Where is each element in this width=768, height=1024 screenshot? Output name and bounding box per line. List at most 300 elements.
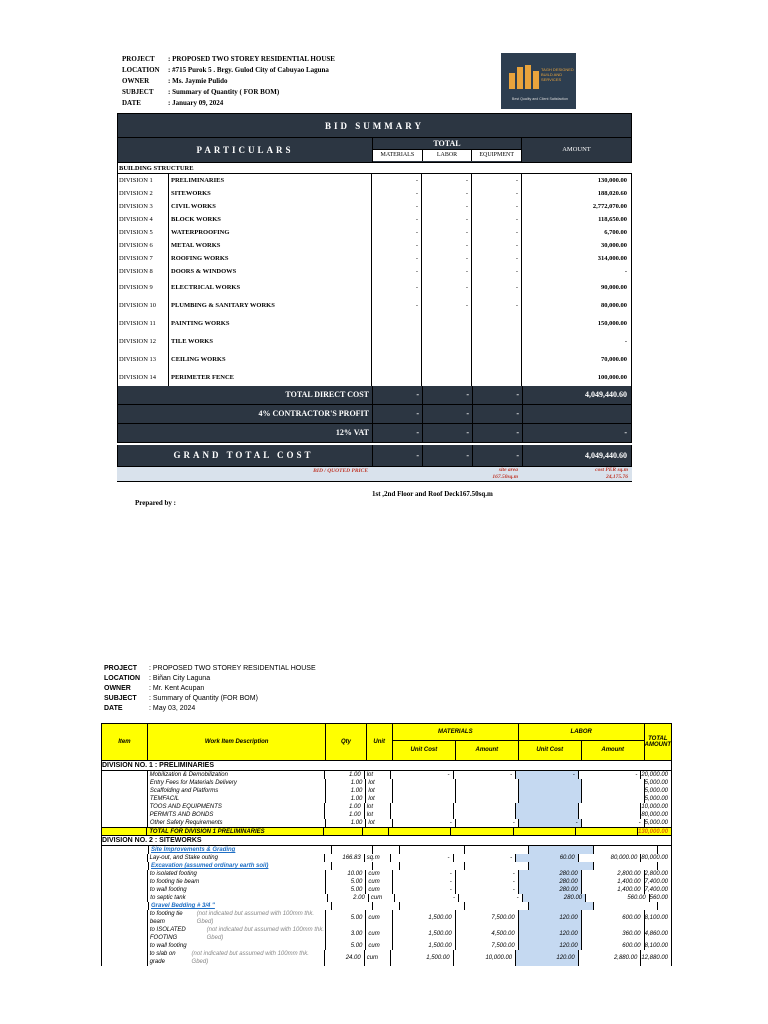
labor-unit-cost-cell bbox=[516, 811, 579, 819]
description-text: Mobilization & Demobilization bbox=[149, 772, 228, 778]
total-amount-cell: 10,000.00 bbox=[641, 804, 669, 810]
materials-unit-cost-cell: - bbox=[393, 878, 456, 886]
totals-block bbox=[117, 386, 632, 443]
materials-amount-cell bbox=[456, 779, 519, 787]
labor-unit-cost-cell bbox=[519, 795, 582, 803]
total-header-group bbox=[372, 138, 522, 162]
empty-cell bbox=[332, 862, 373, 870]
labor-unit-cost-cell: 280.00 bbox=[519, 886, 582, 894]
item-cell bbox=[102, 846, 149, 854]
materials-amount-cell: - bbox=[456, 886, 519, 894]
item-header: Item bbox=[102, 724, 148, 760]
unit-cell: cum bbox=[366, 926, 392, 942]
materials-amount-cell bbox=[454, 811, 517, 819]
division-equipment: - bbox=[471, 239, 521, 252]
description-text: TOOS AND EQUIPMENTS bbox=[149, 804, 222, 810]
division-equipment: - bbox=[471, 187, 521, 200]
table-row bbox=[101, 787, 672, 795]
description-text: to wall footing bbox=[149, 943, 187, 949]
unit-cell: sq.m bbox=[365, 854, 391, 862]
description-text: to slab on grade bbox=[149, 951, 176, 965]
labor-amount-cell: 2,800.00 bbox=[582, 870, 645, 878]
description-cell bbox=[148, 870, 326, 878]
division-materials: - bbox=[371, 278, 421, 296]
detail-labor-header: LABOR bbox=[519, 724, 644, 741]
labor-amount-cell: - bbox=[582, 819, 645, 827]
division-name: PERIMETER FENCE bbox=[168, 368, 371, 386]
header-value: : Summary of Quantity (FOR BOM) bbox=[149, 695, 258, 702]
division-materials: - bbox=[371, 252, 421, 265]
division-row bbox=[117, 265, 632, 278]
labor-amount-cell: 560.00 bbox=[586, 894, 650, 902]
labor-unit-cost-cell: 120.00 bbox=[519, 926, 582, 942]
cost-per-sqm-label: cost PER sq.m bbox=[595, 467, 628, 473]
description-text: Other Safety Requirements bbox=[149, 820, 223, 826]
labor-unit-cost-cell: 60.00 bbox=[516, 854, 579, 862]
total-equipment: - bbox=[472, 386, 522, 404]
description-note: (not indicated but assumed with 100mm thk. Gbed) bbox=[196, 911, 315, 925]
qty-cell: 1.00 bbox=[325, 811, 365, 819]
header-row bbox=[104, 694, 316, 704]
table-row bbox=[101, 870, 672, 878]
description-cell bbox=[148, 886, 326, 894]
header-key: OWNER bbox=[122, 77, 150, 85]
division-amount: 118,650.00 bbox=[521, 213, 632, 226]
empty-cell bbox=[529, 846, 594, 854]
materials-unit-cost-cell: - bbox=[393, 819, 456, 827]
division-name: ROOFING WORKS bbox=[168, 252, 371, 265]
header-row bbox=[122, 98, 335, 109]
labor-header: LABOR bbox=[423, 150, 473, 161]
total-materials: - bbox=[372, 405, 422, 423]
division-equipment: - bbox=[471, 226, 521, 239]
table-row bbox=[101, 779, 672, 787]
total-labor: - bbox=[422, 424, 472, 442]
labor-amount-cell: 2,880.00 bbox=[579, 950, 642, 966]
grand-total-materials: - bbox=[372, 445, 422, 466]
division-amount: 90,000.00 bbox=[521, 278, 632, 296]
unit-cell: lot bbox=[365, 811, 391, 819]
gravel-bedding bbox=[101, 902, 672, 910]
item-cell bbox=[102, 854, 148, 862]
division-row bbox=[117, 296, 632, 314]
labor-unit-cost-cell bbox=[519, 787, 582, 795]
empty-cell bbox=[465, 902, 530, 910]
total-label: 12% VAT bbox=[335, 428, 369, 437]
division-number: DIVISION 11 bbox=[117, 314, 168, 332]
table-row bbox=[101, 942, 672, 950]
description-text: TEMFACIL bbox=[149, 796, 180, 802]
header-row bbox=[104, 684, 316, 694]
division-name: TILE WORKS bbox=[168, 332, 371, 350]
division-equipment bbox=[471, 350, 521, 368]
division-number: DIVISION 7 bbox=[117, 252, 168, 265]
division-1-total-value: 130,000.00 bbox=[638, 829, 669, 835]
materials-unit-cost-cell: - bbox=[393, 886, 456, 894]
division-row bbox=[117, 174, 632, 187]
unit-cell: lot bbox=[366, 787, 392, 795]
description-text: to wall footing bbox=[149, 887, 187, 893]
empty-cell bbox=[658, 862, 671, 870]
division-materials bbox=[371, 350, 421, 368]
description-cell bbox=[148, 779, 326, 787]
grand-total-labor: - bbox=[422, 445, 472, 466]
labor-amount-cell bbox=[582, 787, 645, 795]
total-amount-cell: 5,000.00 bbox=[644, 796, 668, 802]
qty-cell: 10.00 bbox=[326, 870, 366, 878]
table-row bbox=[101, 910, 672, 926]
qty-cell: 1.00 bbox=[325, 803, 365, 811]
division-name: ELECTRICAL WORKS bbox=[168, 278, 371, 296]
materials-amount-header: Amount bbox=[475, 747, 499, 753]
description-cell bbox=[148, 926, 326, 942]
detail-table-body bbox=[101, 761, 672, 966]
building-structure-label: BUILDING STRUCTURE bbox=[117, 163, 632, 174]
division-name: PRELIMINARIES bbox=[168, 174, 371, 187]
header-value: : PROPOSED TWO STOREY RESIDENTIAL HOUSE bbox=[149, 665, 316, 672]
division-1-title bbox=[101, 761, 672, 771]
qty-cell: 1.00 bbox=[326, 819, 366, 827]
division-number: DIVISION 14 bbox=[117, 368, 168, 386]
description-text: to footing tie beam bbox=[149, 879, 200, 885]
materials-unit-cost-cell: - bbox=[391, 771, 454, 779]
labor-unit-cost-cell bbox=[519, 779, 582, 787]
division-amount: 150,000.00 bbox=[521, 314, 632, 332]
division-materials: - bbox=[371, 174, 421, 187]
total-amount-cell: 5,000.00 bbox=[644, 820, 668, 826]
prepared-by-label: Prepared by : bbox=[135, 499, 176, 507]
division-labor: - bbox=[421, 213, 471, 226]
table-row bbox=[101, 894, 672, 902]
division-amount: 100,000.00 bbox=[521, 368, 632, 386]
unit-cell: cum bbox=[366, 886, 392, 894]
total-label: 4% CONTRACTOR'S PROFIT bbox=[258, 409, 369, 418]
site-area-value: 167.50sq.m bbox=[492, 474, 518, 480]
materials-unit-cost-cell: 1,500.00 bbox=[393, 910, 456, 926]
division-list bbox=[117, 174, 632, 386]
qty-cell: 1.00 bbox=[326, 787, 366, 795]
total-amount-cell: 4,860.00 bbox=[644, 931, 668, 937]
total-amount-header: TOTAL AMOUNT bbox=[644, 736, 672, 748]
unit-cell: lot bbox=[365, 771, 391, 779]
division-materials bbox=[371, 332, 421, 350]
total-amount-cell: 20,000.00 bbox=[641, 772, 669, 778]
materials-unit-cost-cell bbox=[393, 779, 456, 787]
materials-amount-cell: 4,500.00 bbox=[456, 926, 519, 942]
unit-cell: lot bbox=[366, 819, 392, 827]
qty-cell: 5.00 bbox=[326, 886, 366, 894]
division-labor: - bbox=[421, 187, 471, 200]
bid-summary-table bbox=[117, 113, 632, 482]
item-cell bbox=[102, 902, 149, 910]
total-equipment: - bbox=[472, 405, 522, 423]
labor-amount-cell bbox=[582, 795, 645, 803]
header-value: : Biñan City Laguna bbox=[149, 675, 211, 682]
detail-project-header bbox=[104, 664, 316, 714]
table-row bbox=[101, 803, 672, 811]
materials-amount-cell: 7,500.00 bbox=[456, 910, 519, 926]
labor-amount-cell: 80,000.00 bbox=[579, 854, 642, 862]
division-materials: - bbox=[371, 213, 421, 226]
division-row bbox=[117, 213, 632, 226]
division-row bbox=[117, 368, 632, 386]
materials-unit-cost-cell bbox=[391, 811, 454, 819]
division-name: PLUMBING & SANITARY WORKS bbox=[168, 296, 371, 314]
labor-unit-cost-cell: 280.00 bbox=[519, 878, 582, 886]
qty-cell: 1.00 bbox=[326, 779, 366, 787]
division-labor: - bbox=[421, 200, 471, 213]
total-header: TOTAL bbox=[373, 138, 521, 150]
division-amount: 80,000.00 bbox=[521, 296, 632, 314]
description-text: Scaffolding and Platforms bbox=[149, 788, 219, 794]
division-materials: - bbox=[371, 296, 421, 314]
header-value: : May 03, 2024 bbox=[149, 705, 196, 712]
division-labor: - bbox=[421, 174, 471, 187]
header-key: DATE bbox=[122, 99, 141, 107]
division-amount: - bbox=[521, 265, 632, 278]
header-key: LOCATION bbox=[104, 675, 141, 682]
header-key: SUBJECT bbox=[122, 88, 154, 96]
qty-cell: 5.00 bbox=[326, 878, 366, 886]
item-cell bbox=[102, 828, 147, 835]
bid-summary-header bbox=[117, 138, 632, 163]
division-row bbox=[117, 239, 632, 252]
header-value: : January 09, 2024 bbox=[168, 99, 224, 107]
unit-cell: cum bbox=[366, 878, 392, 886]
description-cell bbox=[148, 819, 326, 827]
labor-amount-cell: 360.00 bbox=[582, 926, 645, 942]
site-improvements bbox=[101, 846, 672, 854]
division-materials bbox=[371, 314, 421, 332]
item-cell bbox=[102, 870, 148, 878]
header-value: : Summary of Quantity ( FOR BOM) bbox=[168, 88, 280, 96]
building-logo-icon bbox=[509, 65, 541, 89]
description-note: (not indicated but assumed with 100mm thk. Gbed) bbox=[206, 927, 325, 941]
header-key: DATE bbox=[104, 705, 123, 712]
total-amount bbox=[522, 405, 631, 423]
division-amount: 6,700.00 bbox=[521, 226, 632, 239]
description-text: to ISOLATED FOOTING bbox=[149, 927, 186, 941]
total-amount-cell: 7,400.00 bbox=[644, 879, 668, 885]
materials-unit-cost-header: Unit Cost bbox=[393, 741, 456, 760]
item-cell bbox=[102, 779, 148, 787]
labor-amount-header: Amount bbox=[601, 747, 625, 753]
logo-company-name: TAGH DESIGNED BUILD AND SERVICES bbox=[541, 67, 574, 82]
labor-unit-cost-cell: 280.00 bbox=[523, 894, 587, 902]
unit-header: Unit bbox=[367, 724, 393, 760]
empty-cell bbox=[400, 846, 465, 854]
division-labor bbox=[421, 314, 471, 332]
total-amount-cell: 8,100.00 bbox=[644, 943, 668, 949]
division-row bbox=[117, 187, 632, 200]
division-number: DIVISION 9 bbox=[117, 278, 168, 296]
site-area bbox=[371, 467, 521, 481]
empty-cell bbox=[576, 828, 638, 835]
description-cell bbox=[148, 894, 328, 902]
description-cell bbox=[148, 811, 325, 819]
division-number: DIVISION 4 bbox=[117, 213, 168, 226]
quoted-price-label: BID / QUOTED PRICE bbox=[313, 468, 368, 474]
cost-per-sqm bbox=[521, 467, 632, 481]
materials-header: MATERIALS bbox=[373, 150, 423, 161]
qty-cell: 166.83 bbox=[325, 854, 365, 862]
total-materials: - bbox=[372, 386, 422, 404]
materials-header-group bbox=[393, 724, 519, 760]
division-equipment: - bbox=[471, 296, 521, 314]
division-materials: - bbox=[371, 200, 421, 213]
description-cell bbox=[148, 771, 325, 779]
empty-cell bbox=[373, 846, 400, 854]
grand-total-equipment: - bbox=[472, 445, 522, 466]
division-equipment bbox=[471, 314, 521, 332]
division-row bbox=[117, 200, 632, 213]
division-row bbox=[117, 332, 632, 350]
division-amount: - bbox=[521, 332, 632, 350]
labor-amount-cell bbox=[582, 779, 645, 787]
division-1-total-label: TOTAL FOR DIVISION 1 PRELIMINARIES bbox=[147, 828, 323, 835]
division-equipment bbox=[471, 368, 521, 386]
division-2-title-label: DIVISION NO. 2 : SITEWORKS bbox=[102, 837, 202, 844]
qty-cell: 5.00 bbox=[326, 942, 366, 950]
labor-unit-cost-cell: - bbox=[519, 819, 582, 827]
division-row bbox=[117, 314, 632, 332]
header-key: SUBJECT bbox=[104, 695, 137, 702]
empty-cell bbox=[658, 846, 671, 854]
header-row bbox=[122, 65, 335, 76]
header-row bbox=[122, 54, 335, 65]
division-row bbox=[117, 278, 632, 296]
materials-unit-cost-cell bbox=[393, 795, 456, 803]
excavation bbox=[101, 862, 672, 870]
header-value: : Ms. Jaymie Pulido bbox=[168, 77, 228, 85]
division-labor: - bbox=[421, 226, 471, 239]
empty-cell bbox=[332, 846, 373, 854]
site-improvements-label: Site Improvements & Grading bbox=[149, 846, 332, 854]
division-equipment: - bbox=[471, 252, 521, 265]
materials-unit-cost-cell: - bbox=[393, 870, 456, 878]
header-key: PROJECT bbox=[122, 55, 155, 63]
division-number: DIVISION 10 bbox=[117, 296, 168, 314]
materials-unit-cost-cell: 1,500.00 bbox=[393, 942, 456, 950]
labor-amount-cell: 600.00 bbox=[582, 942, 645, 950]
materials-amount-cell: - bbox=[456, 878, 519, 886]
materials-amount-cell: 7,500.00 bbox=[456, 942, 519, 950]
materials-unit-cost-cell: 1,500.00 bbox=[391, 950, 454, 966]
empty-cell bbox=[373, 902, 400, 910]
labor-unit-cost-header: Unit Cost bbox=[519, 741, 582, 760]
total-labor: - bbox=[422, 405, 472, 423]
qty-cell: 5.00 bbox=[326, 910, 366, 926]
total-labor: - bbox=[422, 386, 472, 404]
division-equipment: - bbox=[471, 265, 521, 278]
division-equipment bbox=[471, 332, 521, 350]
materials-unit-cost-cell bbox=[393, 787, 456, 795]
total-amount-cell: 560.00 bbox=[649, 895, 669, 901]
division-number: DIVISION 8 bbox=[117, 265, 168, 278]
labor-unit-cost-cell: 120.00 bbox=[519, 942, 582, 950]
table-row bbox=[101, 854, 672, 862]
division-amount: 188,020.60 bbox=[521, 187, 632, 200]
division-equipment: - bbox=[471, 278, 521, 296]
total-label: TOTAL DIRECT COST bbox=[285, 390, 369, 399]
division-name: SITEWORKS bbox=[168, 187, 371, 200]
description-text: to isolated footing bbox=[149, 871, 197, 877]
unit-cell: cum bbox=[366, 870, 392, 878]
description-text: Lay-out, and Stake outing bbox=[149, 855, 218, 861]
division-equipment: - bbox=[471, 174, 521, 187]
qty-cell: 2.00 bbox=[328, 894, 368, 902]
description-cell bbox=[148, 942, 326, 950]
empty-cell bbox=[594, 846, 659, 854]
description-text: PERMITS AND BONDS bbox=[149, 812, 214, 818]
materials-amount-cell: - bbox=[456, 870, 519, 878]
item-cell bbox=[102, 950, 148, 966]
unit-cell: cum bbox=[365, 950, 391, 966]
header-key: OWNER bbox=[104, 685, 131, 692]
item-cell bbox=[102, 803, 148, 811]
item-cell bbox=[102, 878, 148, 886]
total-row bbox=[117, 405, 632, 424]
description-cell bbox=[148, 795, 326, 803]
materials-amount-cell: - bbox=[454, 771, 517, 779]
description-note: (not indicated but assumed with 100mm thk. Gbed) bbox=[191, 951, 309, 965]
description-cell bbox=[148, 803, 325, 811]
table-row bbox=[101, 795, 672, 803]
empty-cell bbox=[451, 828, 513, 835]
labor-unit-cost-cell bbox=[516, 803, 579, 811]
empty-cell bbox=[594, 902, 659, 910]
empty-cell bbox=[514, 828, 576, 835]
unit-cell: cum bbox=[366, 910, 392, 926]
empty-cell bbox=[324, 828, 364, 835]
item-cell bbox=[102, 819, 148, 827]
division-labor bbox=[421, 350, 471, 368]
description-header: Work Item Description bbox=[148, 724, 327, 760]
empty-cell bbox=[400, 862, 465, 870]
division-materials: - bbox=[371, 265, 421, 278]
description-text: to septic tank bbox=[150, 895, 186, 901]
detail-materials-header: MATERIALS bbox=[393, 724, 518, 741]
division-number: DIVISION 1 bbox=[117, 174, 168, 187]
unit-cell: lot bbox=[365, 803, 391, 811]
qty-cell: 3.00 bbox=[326, 926, 366, 942]
division-row bbox=[117, 350, 632, 368]
detail-table-header bbox=[101, 723, 672, 761]
header-value: : PROPOSED TWO STOREY RESIDENTIAL HOUSE bbox=[168, 55, 335, 63]
division-2-title bbox=[101, 836, 672, 846]
description-cell bbox=[148, 910, 326, 926]
division-amount: 314,000.00 bbox=[521, 252, 632, 265]
division-amount: 30,000.00 bbox=[521, 239, 632, 252]
header-value: : Mr. Kent Acupan bbox=[149, 685, 205, 692]
total-amount-cell: 8,100.00 bbox=[644, 915, 668, 921]
materials-amount-cell: - bbox=[459, 894, 523, 902]
description-text: Entry Fees for Materials Delivery bbox=[149, 780, 237, 786]
division-number: DIVISION 12 bbox=[117, 332, 168, 350]
materials-amount-cell: - bbox=[456, 819, 519, 827]
empty-cell bbox=[389, 828, 451, 835]
unit-cell: lot bbox=[366, 795, 392, 803]
grand-total-amount: 4,049,440.60 bbox=[522, 445, 631, 466]
labor-amount-cell bbox=[579, 811, 642, 819]
division-labor bbox=[421, 368, 471, 386]
table-row bbox=[101, 926, 672, 942]
description-text: to footing tie beam bbox=[149, 911, 183, 925]
labor-unit-cost-cell: 120.00 bbox=[519, 910, 582, 926]
header-row bbox=[104, 674, 316, 684]
header-key: LOCATION bbox=[122, 66, 160, 74]
division-number: DIVISION 2 bbox=[117, 187, 168, 200]
